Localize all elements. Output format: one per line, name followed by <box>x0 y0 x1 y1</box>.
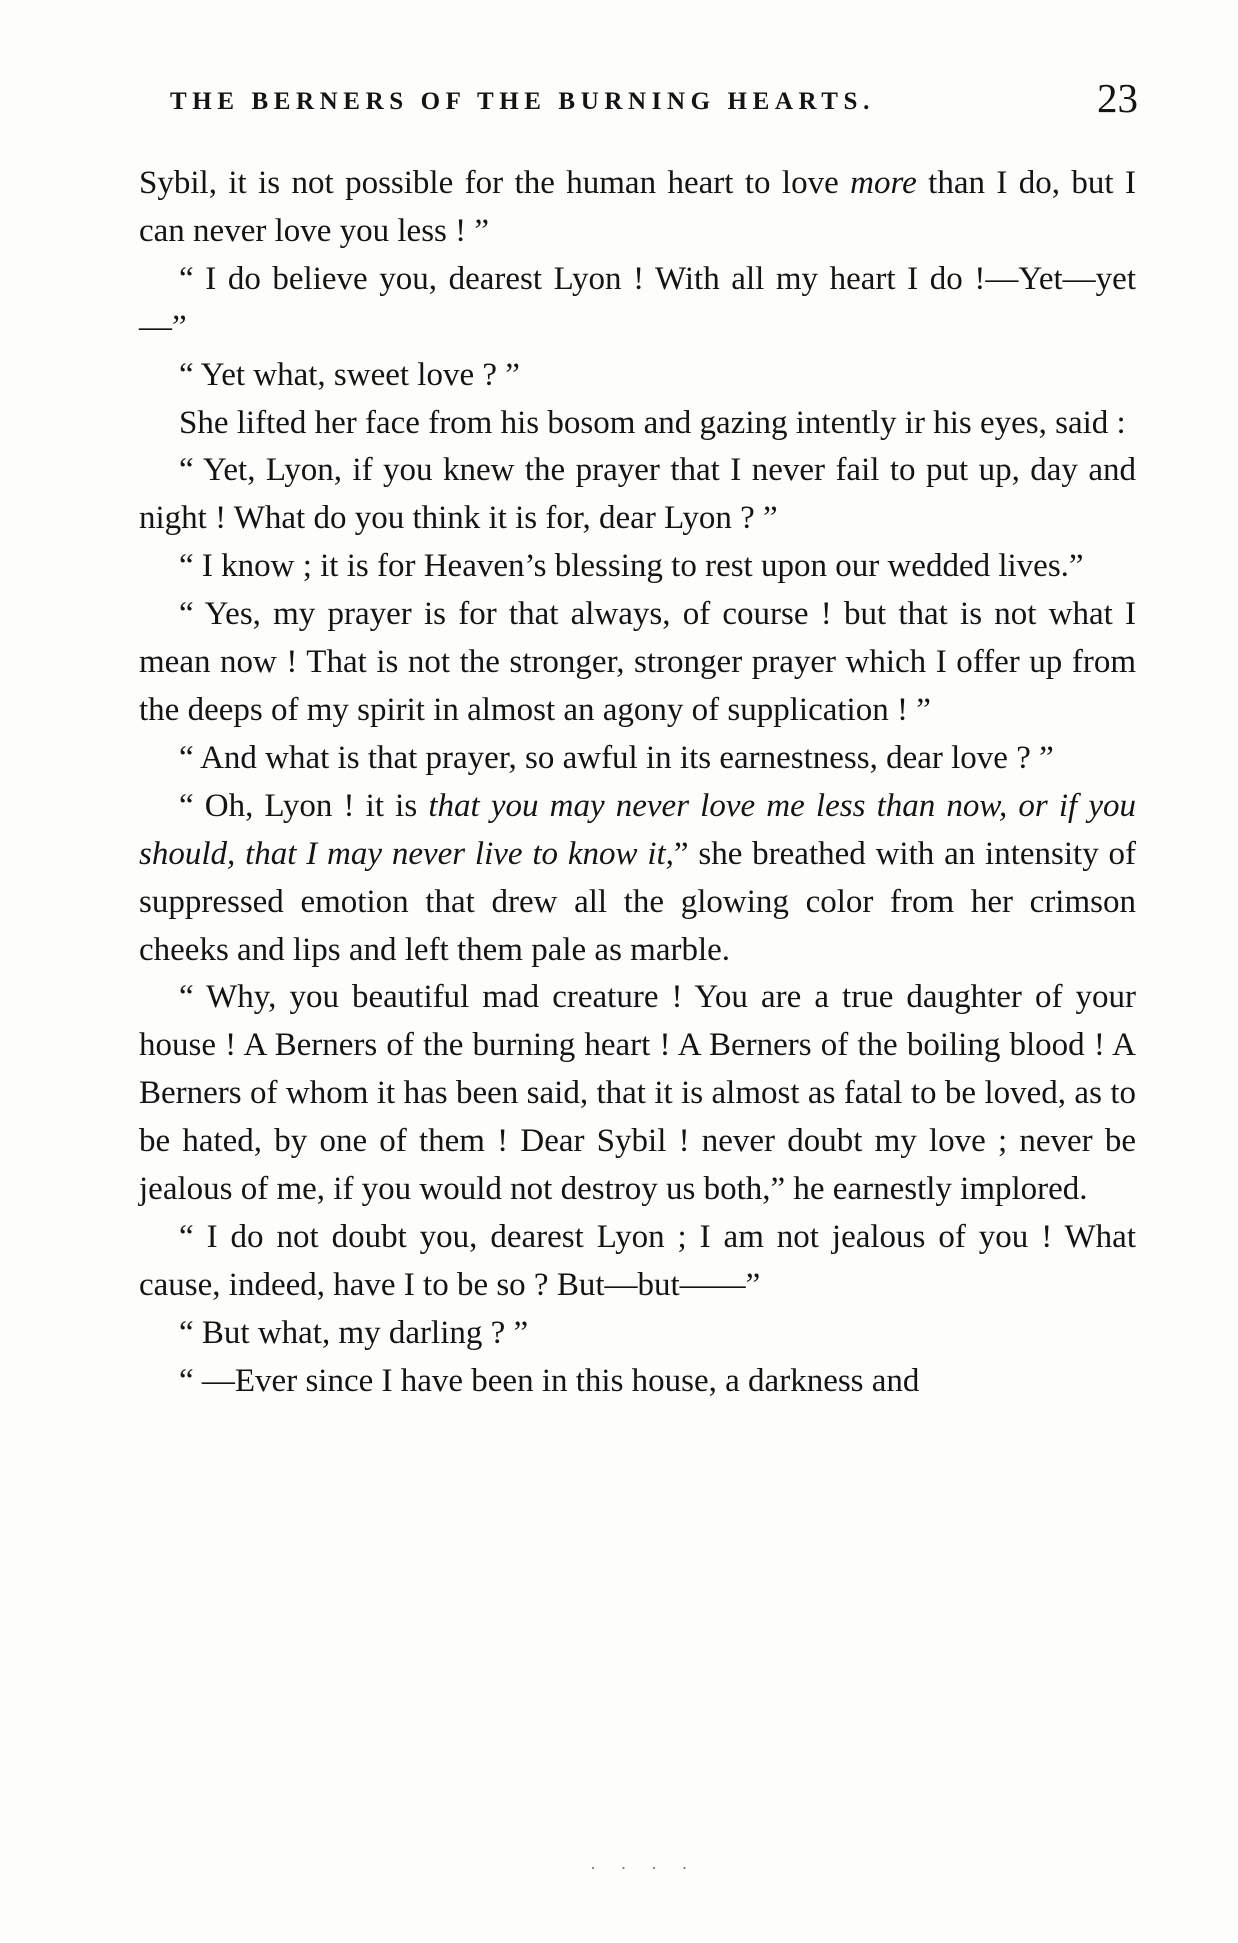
text-run: “ But what, my darling ? ” <box>179 1314 529 1351</box>
paragraph <box>139 783 1136 975</box>
text-run: than I do, but I can never love you less ! ” <box>139 165 1136 249</box>
paragraph <box>139 591 1136 735</box>
page-number: 23 <box>1097 75 1138 121</box>
running-title: THE BERNERS OF THE BURNING HEARTS. <box>170 88 875 115</box>
text-run: “ And what is that prayer, so awful in its earnestness, dear love ? ” <box>179 739 1054 776</box>
text-run: She lifted her face from his bosom and gazing intently ir his eyes, said : <box>179 404 1126 441</box>
paragraph <box>139 543 1136 591</box>
text-run: “ I know ; it is for Heaven’s blessing to rest upon our wedded lives.” <box>179 548 1084 585</box>
paragraph <box>139 400 1136 448</box>
text-run: “ —Ever since I have been in this house, a darkness and <box>179 1362 920 1399</box>
text-run: “ Yes, my prayer is for that always, of course ! but that is not what I mean now ! That is not the stronger, stronger prayer which I offer up from the deeps of my spirit in almost an agony of supplication ! ” <box>139 596 1136 728</box>
body-text <box>139 160 1136 1406</box>
text-run: “ Yet what, sweet love ? ” <box>179 356 520 393</box>
paragraph <box>139 974 1136 1214</box>
italic-text: that you may never love me less than now, or if you should, that I may never live to know it, <box>139 787 1136 872</box>
paragraph <box>139 447 1136 543</box>
paragraph <box>139 352 1136 400</box>
italic-text: more <box>850 165 917 201</box>
text-run: “ Yet, Lyon, if you knew the prayer that I never fail to put up, day and night ! What do you think it is for, dear Lyon ? ” <box>139 452 1136 537</box>
text-run: “ Why, you beautiful mad creature ! You are a true daughter of your house ! A Berners of the burning heart ! A Berners of the boiling blood ! A Berners of whom it has been said, that it is almost as fatal to be loved, as to be hated, by one of them ! Dear Sybil ! never doubt my love ; never be jealous of me, if you would not destroy us both,” he earnestly implored. <box>139 979 1136 1208</box>
paragraph <box>139 1214 1136 1310</box>
text-run: Sybil, it is not possible for the human heart to love <box>139 165 851 201</box>
paragraph <box>139 160 1136 256</box>
text-run: “ I do not doubt you, dearest Lyon ; I am not jealous of you ! What cause, indeed, have I to be so ? But—but——” <box>139 1218 1136 1303</box>
paragraph <box>139 735 1136 783</box>
text-run: “ Oh, Lyon ! it is <box>179 787 429 824</box>
paragraph <box>139 1310 1136 1358</box>
running-head <box>170 74 1138 120</box>
paragraph <box>139 1358 1136 1406</box>
text-run: ” she breathed with an intensity of suppressed emotion that drew all the glowing color from her crimson cheeks and lips and left them pale as marble. <box>139 835 1136 968</box>
footer-mark: · · · · <box>590 1858 698 1878</box>
text-run: “ I do believe you, dearest Lyon ! With all my heart I do !—Yet—yet—” <box>139 260 1136 345</box>
paragraph <box>139 256 1136 352</box>
